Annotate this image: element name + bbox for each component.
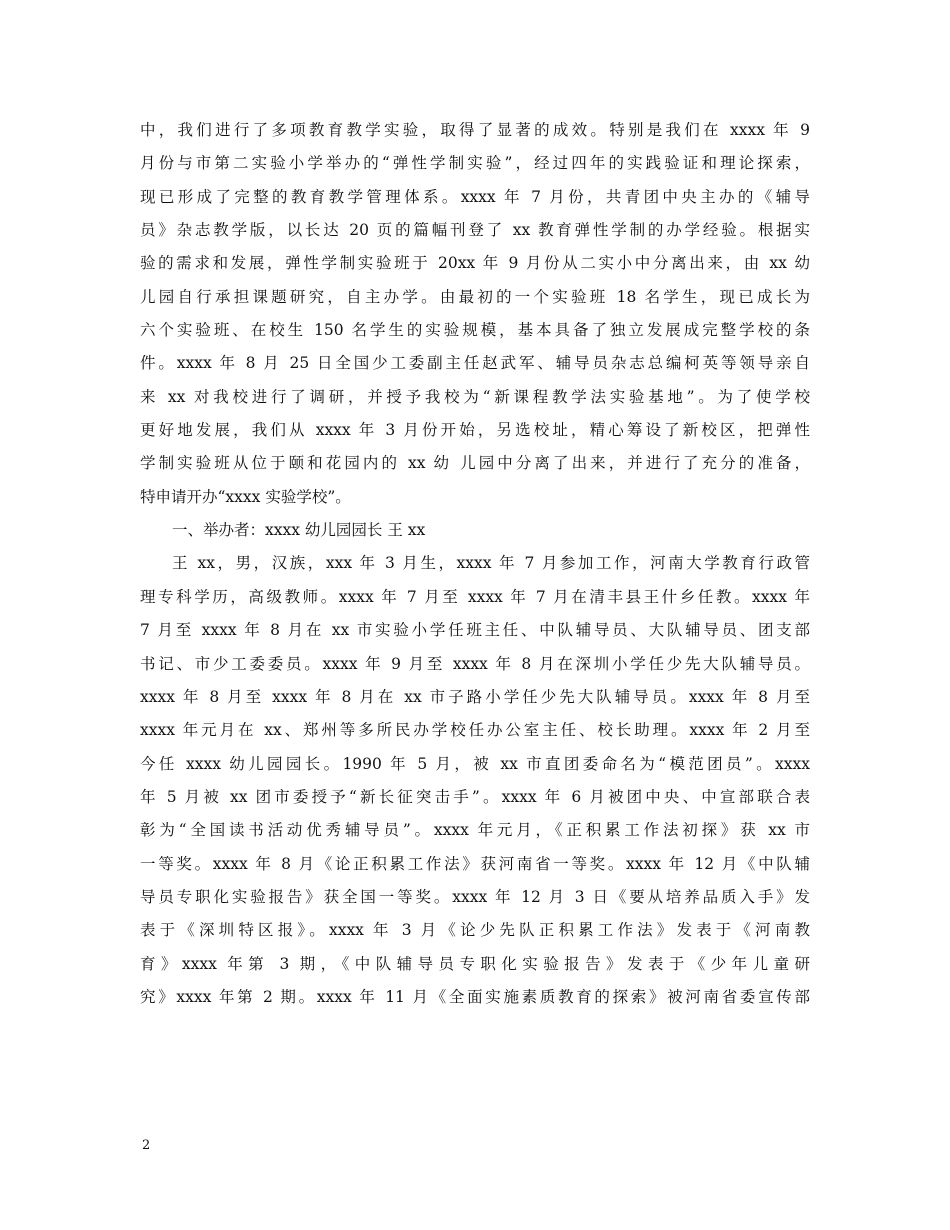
body-line: 7 月至 xxxx 年 8 月在 xx 市实验小学任班主任、中队辅导员、大队辅导员、团支部 [140, 621, 810, 640]
body-line: 六个实验班、在校生 150 名学生的实验规模，基本具备了独立发展成完整学校的条 [140, 321, 810, 340]
body-line: 王 xx，男，汉族，xxx 年 3 月生，xxxx 年 7 月参加工作，河南大学教育行政管 [172, 554, 810, 573]
page-number: 2 [142, 1138, 151, 1153]
body-line: 特申请开办“xxxx 实验学校”。 [140, 487, 351, 506]
body-line: 表于《深圳特区报》。xxxx 年 3 月《论少先队正积累工作法》发表于《河南教 [140, 921, 810, 940]
body-line: 现已形成了完整的教育教学管理体系。xxxx 年 7 月份，共青团中央主办的《辅导 [140, 187, 810, 206]
section-heading: 一、举办者：xxxx 幼儿园园长 王 xx [172, 521, 426, 540]
body-line: 儿园自行承担课题研究，自主办学。由最初的一个实验班 18 名学生，现已成长为 [140, 287, 810, 306]
body-line: 书记、市少工委委员。xxxx 年 9 月至 xxxx 年 8 月在深圳小学任少先大队辅导员。 [140, 654, 810, 673]
body-line: xxxx 年 8 月至 xxxx 年 8 月在 xx 市子路小学任少先大队辅导员。xxxx 年 8 月至 [140, 687, 810, 706]
body-line: 来 xx 对我校进行了调研，并授予我校为“新课程教学法实验基地”。为了使学校 [140, 387, 810, 406]
body-line: 件。xxxx 年 8 月 25 日全国少工委副主任赵武军、辅导员杂志总编柯英等领导亲自 [140, 354, 810, 373]
body-line: xxxx 年元月在 xx、郑州等多所民办学校任办公室主任、校长助理。xxxx 年 2 月至 [140, 721, 810, 740]
body-line: 更好地发展，我们从 xxxx 年 3 月份开始，另选校址，精心筹设了新校区，把弹性 [140, 421, 810, 440]
body-line: 学制实验班从位于颐和花园内的 xx 幼 儿园中分离了出来，并进行了充分的准备， [140, 454, 810, 473]
body-line: 理专科学历，高级教师。xxxx 年 7 月至 xxxx 年 7 月在清丰县王什乡任教。xxxx 年 [140, 587, 810, 606]
body-line: 彰为“全国读书活动优秀辅导员”。xxxx 年元月，《正积累工作法初探》获 xx 市 [140, 821, 810, 840]
body-line: 验的需求和发展，弹性学制实验班于 20xx 年 9 月份从二实小中分离出来，由 xx 幼 [140, 254, 810, 273]
body-line: 究》xxxx 年第 2 期。xxxx 年 11 月《全面实施素质教育的探索》被河南省委宣传部 [140, 987, 810, 1006]
body-line: 中，我们进行了多项教育教学实验，取得了显著的成效。特别是我们在 xxxx 年 9 [140, 121, 810, 139]
body-line: 导员专职化实验报告》获全国一等奖。xxxx 年 12 月 3 日《要从培养品质入手》发 [140, 887, 810, 906]
body-line: 年 5 月被 xx 团市委授予“新长征突击手”。xxxx 年 6 月被团中央、中宣部联合表 [140, 787, 810, 806]
document-body [140, 114, 810, 1014]
body-line: 月份与市第二实验小学举办的“弹性学制实验”，经过四年的实践验证和理论探索， [140, 154, 810, 173]
body-line: 今任 xxxx 幼儿园园长。1990 年 5 月，被 xx 市直团委命名为“模范团员”。xxxx [140, 754, 810, 773]
body-line: 员》杂志教学版，以长达 20 页的篇幅刊登了 xx 教育弹性学制的办学经验。根据实 [140, 221, 810, 240]
body-line: 一等奖。xxxx 年 8 月《论正积累工作法》获河南省一等奖。xxxx 年 12 月《中队辅 [140, 854, 810, 873]
body-line: 育》xxxx 年第 3 期，《中队辅导员专职化实验报告》发表于《少年儿童研 [140, 954, 810, 973]
